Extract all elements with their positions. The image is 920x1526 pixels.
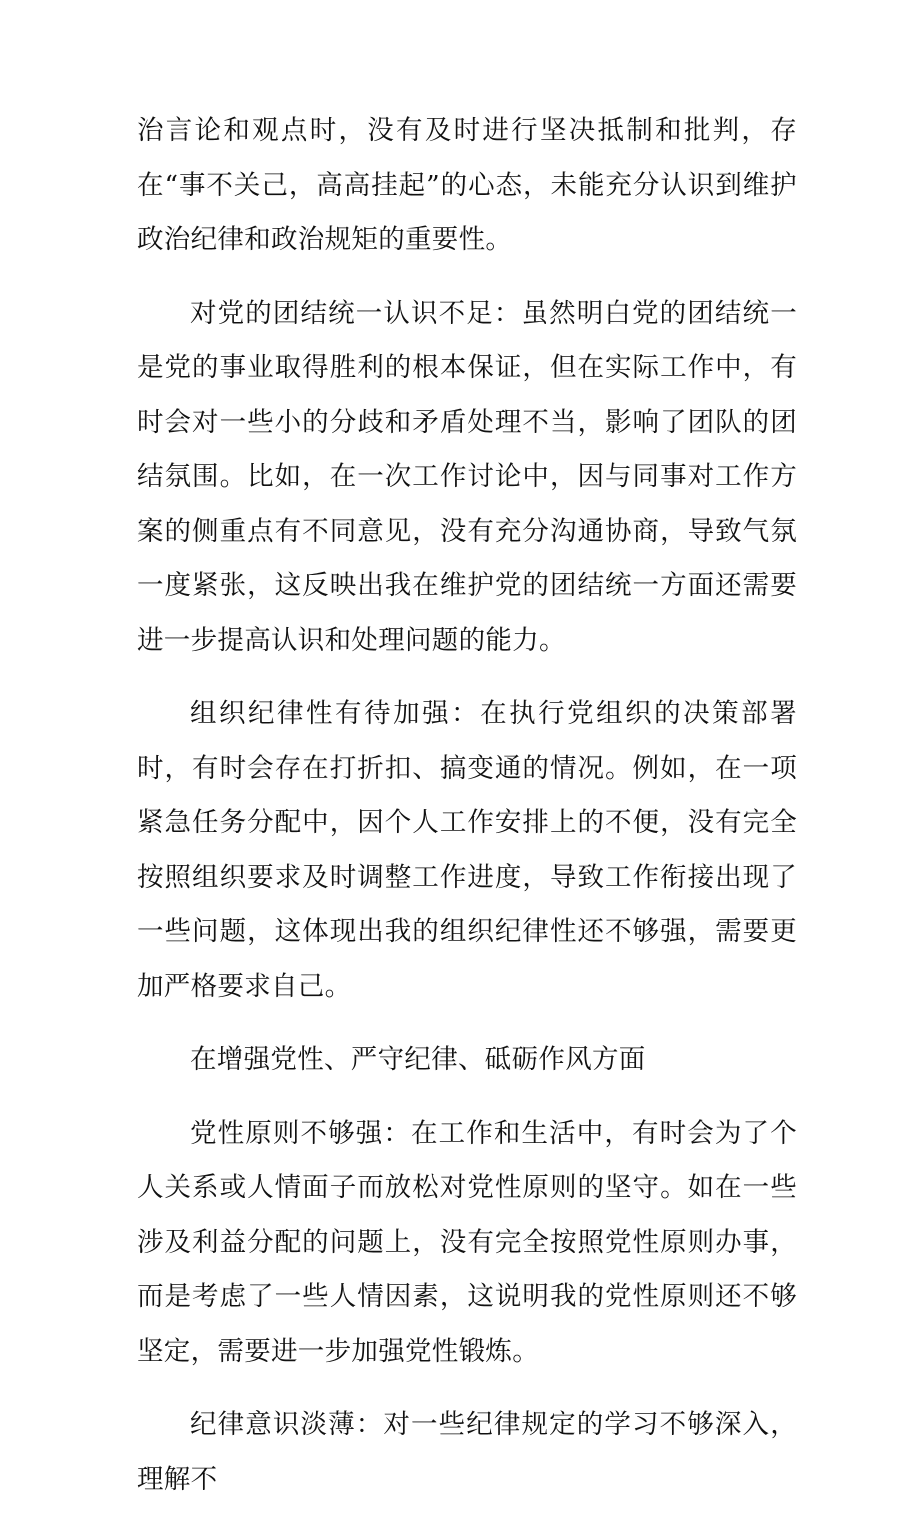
paragraph-political-rules-continued: 治言论和观点时，没有及时进行坚决抵制和批判，存在“事不关己，高高挂起”的心态，未能充分认识到维护政治纪律和政治规矩的重要性。 (137, 115, 797, 255)
paragraph-discipline-awareness: 纪律意识淡薄：对一些纪律规定的学习不够深入，理解不 (137, 1409, 797, 1495)
paragraph-organizational-discipline: 组织纪律性有待加强：在执行党组织的决策部署时，有时会存在打折扣、搞变通的情况。例如，在一项紧急任务分配中，因个人工作安排上的不便，没有完全按照组织要求及时调整工作进度，导致工作衔接出现了一些问题，这体现出我的组织纪律性还不够强，需要更加严格要求自己。 (137, 698, 797, 1002)
paragraph-party-principle: 党性原则不够强：在工作和生活中，有时会为了个人关系或人情面子而放松对党性原则的坚守。如在一些涉及利益分配的问题上，没有完全按照党性原则办事，而是考虑了一些人情因素，这说明我的党性原则还不够坚定，需要进一步加强党性锻炼。 (137, 1117, 797, 1367)
section-heading: 在增强党性、严守纪律、砥砺作风方面 (190, 1044, 646, 1075)
document-body (137, 104, 797, 1526)
paragraph-party-unity: 对党的团结统一认识不足：虽然明白党的团结统一是党的事业取得胜利的根本保证，但在实际工作中，有时会对一些小的分歧和矛盾处理不当，影响了团队的团结氛围。比如，在一次工作讨论中，因与同事对工作方案的侧重点有不同意见，没有充分沟通协商，导致气氛一度紧张，这反映出我在维护党的团结统一方面还需要进一步提高认识和处理问题的能力。 (137, 297, 797, 656)
